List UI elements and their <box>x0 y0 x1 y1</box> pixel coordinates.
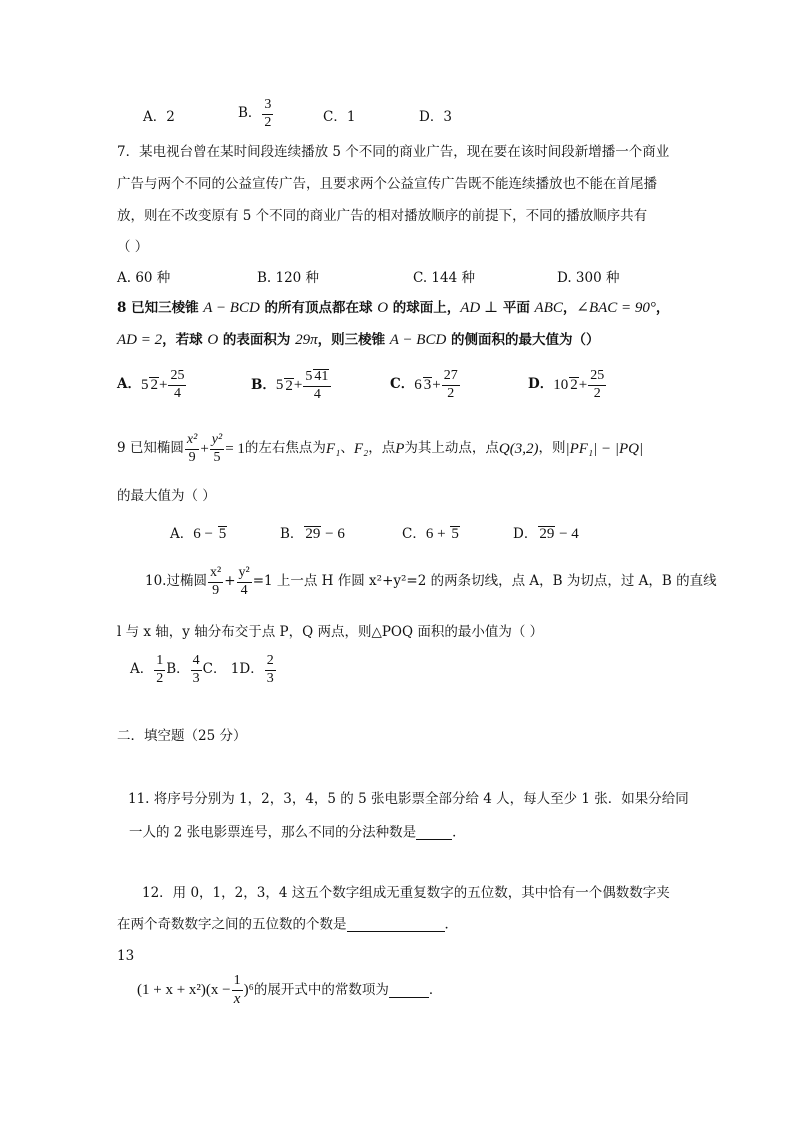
q8-option-c: C． 6 3 + $\frac{27}{2}$ <box>390 368 458 401</box>
q7-line-1: 7．某电视台曾在某时间段连续播放 5 个不同的商业广告，现在要在该时间段新增播一个商业 <box>117 144 670 160</box>
sqrt: 2 <box>150 377 158 394</box>
answer-blank[interactable] <box>389 984 429 998</box>
q10-line-1: 10.过椭圆 $\frac{\text{x²}}{9}$ + $\frac{\text{y²}}{4}$ =1 上一点 H 作圆 x²+y²=2 的两条切线，点 A，B 为切点，过 A，B 的直线 <box>145 565 717 598</box>
q7-option-b: B. 120 种 <box>257 270 320 286</box>
q7-option-d: D. 300 种 <box>557 270 620 286</box>
q9-line-1: 9 已知椭圆 $\frac{\text{x²}}{9}$ + $\frac{\text{y²}}{5}$ = 1 的左右焦点为 F₁ 、 F₂ ，点 P 为其上动点，点 Q(3,2) ，则 |PF₁| − |PQ| <box>117 432 644 465</box>
sqrt: 3 <box>423 377 432 394</box>
q8-option-a: A． 5 2 + $\frac{25}{4}$ <box>117 368 185 401</box>
q9-option-b: B． 29 − 6 <box>280 526 345 542</box>
q7-line-4: （ ） <box>117 239 149 255</box>
q8-line-1: 8 已知三棱锥 A − BCD 的所有顶点都在球 O 的球面上，AD ⊥ 平面 ABC，∠BAC = 90°， <box>117 300 670 316</box>
answer-blank[interactable] <box>347 918 445 932</box>
q7-line-3: 放，则在不改变原有 5 个不同的商业广告的相对播放顺序的前提下，不同的播放顺序共有 <box>117 208 648 224</box>
sqrt: 5 <box>451 526 459 542</box>
q8-option-d: D． 10 2 + $\frac{25}{2}$ <box>528 368 605 401</box>
q13-line: (1 + x + x²)(x − $\frac{1}{x}$ )⁶ 的展开式中的常数项为 ． <box>137 973 443 1007</box>
sqrt: 29 <box>305 526 321 542</box>
q12-line-2: 在两个奇数数字之间的五位数的个数是 ． <box>117 916 458 933</box>
q7-option-a: A. 60 种 <box>117 270 171 286</box>
q12-line-1: 12．用 0，1，2，3，4 这五个数字组成无重复数字的五位数，其中恰有一个偶数数字夹 <box>142 885 670 901</box>
answer-blank[interactable] <box>416 826 452 840</box>
q6-b-fraction: $\frac{3}{2}$ <box>264 97 272 130</box>
q6-option-d: D．3 <box>419 109 452 125</box>
q10-options: A． $\frac{1}{2}$ B． $\frac{4}{3}$ C． 1 D． $\frac{2}{3}$ <box>130 653 274 686</box>
q9-option-c: C．6 + 5 <box>402 526 459 542</box>
section-heading: 二．填空题（25 分） <box>117 728 247 744</box>
sqrt: 2 <box>285 377 293 394</box>
q8-option-b: B． 5 2 + $\frac{5 41}{4}$ <box>251 369 332 402</box>
q11-line-2: 一人的 2 张电影票连号，那么不同的分法种数是 ． <box>129 824 466 841</box>
q6-option-b: B． $\frac{3}{2}$ <box>238 97 272 130</box>
sqrt: 29 <box>539 526 555 542</box>
sqrt: 5 <box>218 526 227 542</box>
q9-option-a: A．6 − 5 <box>170 526 227 542</box>
q7-line-2: 广告与两个不同的公益宣传广告，且要求两个公益宣传广告既不能连续播放也不能在首尾播 <box>117 176 657 192</box>
q8-line-2: AD = 2，若球 O 的表面积为 29π，则三棱锥 A − BCD 的侧面积的最大值为（） <box>117 332 600 348</box>
q6-option-c: C．1 <box>323 109 356 125</box>
q10-line-2: l 与 x 轴，y 轴分布交于点 P，Q 两点，则△POQ 面积的最小值为（ ） <box>117 624 544 640</box>
q9-line-2: 的最大值为（ ） <box>117 488 216 504</box>
q6-option-a: A．2 <box>143 109 175 125</box>
q9-option-d: D． 29 − 4 <box>513 526 579 542</box>
sqrt: 2 <box>570 377 578 394</box>
q13-number: 13 <box>117 948 135 964</box>
sqrt: 41 <box>314 369 329 384</box>
q7-option-c: C. 144 种 <box>413 270 475 286</box>
q11-line-1: 11. 将序号分别为 1，2，3，4，5 的 5 张电影票全部分给 4 人，每人至少 1 张．如果分给同 <box>128 791 689 807</box>
